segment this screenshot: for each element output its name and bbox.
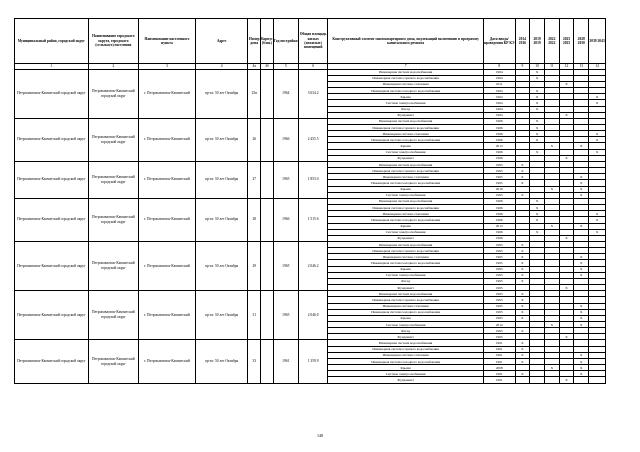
period-mark-cell: X: [559, 334, 574, 340]
element-name-cell: Инженерная система холодного водоснабжения: [328, 217, 484, 223]
district-cell: Петропавловск-Камчатский городской округ: [15, 340, 89, 383]
column-number: 14: [589, 64, 606, 70]
period-mark-cell: X: [574, 371, 589, 377]
period-mark-cell: [530, 377, 545, 383]
repair-date-cell: 1961: [483, 346, 515, 352]
period-mark-cell: X: [559, 235, 574, 241]
header-cell: 2014 2016: [515, 19, 530, 64]
period-mark-cell: X: [589, 131, 606, 137]
column-number: 4: [195, 64, 248, 70]
period-mark-cell: X: [530, 106, 545, 112]
repair-date-cell: 1965: [483, 192, 515, 198]
element-name-cell: Система электроснабжения: [328, 371, 484, 377]
period-mark-cell: X: [530, 125, 545, 131]
element-name-cell: Крыша: [328, 266, 484, 272]
column-number: 8: [483, 64, 515, 70]
period-mark-cell: X: [559, 377, 574, 383]
house-number-cell: 28: [248, 198, 261, 241]
repair-date-cell: 1964: [483, 75, 515, 81]
repair-date-cell: 1966: [483, 131, 515, 137]
period-mark-cell: X: [589, 100, 606, 106]
repair-date-cell: 1965: [483, 248, 515, 254]
area-cell: 3 634.2: [298, 69, 327, 118]
element-name-cell: Система электроснабжения: [328, 229, 484, 235]
block-cell: [261, 69, 274, 118]
repair-date-cell: 1961: [483, 358, 515, 364]
element-name-cell: Инженерная система горячего водоснабжения: [328, 346, 484, 352]
column-number: 1: [15, 64, 89, 70]
element-name-cell: Инженерная система отопления: [328, 81, 484, 87]
period-mark-cell: X: [544, 223, 559, 229]
repair-date-cell: 1965: [483, 303, 515, 309]
element-name-cell: Крыша: [328, 315, 484, 321]
period-mark-cell: [515, 377, 530, 383]
year-cell: 1964: [273, 69, 298, 118]
period-mark-cell: [574, 377, 589, 383]
locality-cell: г. Петропавловск-Камчатский: [139, 69, 196, 118]
period-mark-cell: X: [574, 266, 589, 272]
repair-date-cell: 1966: [483, 137, 515, 143]
element-name-cell: Инженерная система водоснабжения: [328, 241, 484, 247]
period-mark-cell: X: [530, 198, 545, 204]
period-mark-cell: X: [515, 278, 530, 284]
period-mark-cell: X: [515, 352, 530, 358]
house-number-cell: 25в: [248, 69, 261, 118]
period-mark-cell: X: [530, 137, 545, 143]
repair-date-cell: 1966: [483, 125, 515, 131]
repair-date-cell: 1964: [483, 88, 515, 94]
district-cell: Петропавловск-Камчатский городской округ: [15, 198, 89, 241]
block-cell: [261, 291, 274, 340]
period-mark-cell: X: [574, 260, 589, 266]
header-cell: Адрес: [195, 19, 248, 64]
address-cell: пр-кт. 50 лет Октября: [195, 161, 248, 198]
repair-date-cell: 1965: [483, 260, 515, 266]
capital-repair-table: [14, 18, 606, 384]
area-cell: 1 359.9: [298, 340, 327, 383]
repair-date-cell: 1965: [483, 278, 515, 284]
repair-date-cell: 1966: [483, 149, 515, 155]
repair-date-cell: 1965: [483, 180, 515, 186]
period-mark-cell: X: [530, 205, 545, 211]
repair-date-cell: 1965: [483, 315, 515, 321]
repair-date-cell: 2014: [483, 322, 515, 328]
period-mark-cell: X: [574, 303, 589, 309]
address-cell: пр-кт. 50 лет Октября: [195, 69, 248, 118]
address-cell: пр-кт. 50 лет Октября: [195, 118, 248, 161]
column-number: 7: [328, 64, 484, 70]
repair-date-cell: 1965: [483, 309, 515, 315]
settlement-cell: Петропавловск-Камчатский городской округ: [88, 198, 138, 241]
header-cell: Наименование городского округа, городского (сельского) поселения: [88, 19, 138, 64]
column-number: 12: [559, 64, 574, 70]
period-mark-cell: X: [574, 309, 589, 315]
period-mark-cell: X: [574, 192, 589, 198]
year-cell: 1966: [273, 118, 298, 161]
column-number: 11: [544, 64, 559, 70]
header-cell: 2025 2025: [559, 19, 574, 64]
period-mark-cell: X: [515, 248, 530, 254]
house-number-cell: 31: [248, 291, 261, 340]
district-cell: Петропавловск-Камчатский городской округ: [15, 118, 89, 161]
period-mark-cell: X: [574, 223, 589, 229]
period-mark-cell: X: [515, 180, 530, 186]
period-mark-cell: X: [515, 297, 530, 303]
element-name-cell: Инженерная система отопления: [328, 303, 484, 309]
period-mark-cell: X: [515, 358, 530, 364]
period-mark-cell: X: [589, 229, 606, 235]
repair-date-cell: 1965: [483, 285, 515, 291]
period-mark-cell: X: [515, 266, 530, 272]
period-mark-cell: X: [574, 322, 589, 328]
period-mark-cell: X: [544, 143, 559, 149]
year-cell: 1965: [273, 291, 298, 340]
period-mark-cell: X: [589, 149, 606, 155]
period-mark-cell: X: [574, 365, 589, 371]
locality-cell: г. Петропавловск-Камчатский: [139, 291, 196, 340]
period-mark-cell: X: [589, 137, 606, 143]
repair-date-cell: 1965: [483, 174, 515, 180]
period-mark-cell: X: [515, 254, 530, 260]
repair-date-cell: 2010: [483, 186, 515, 192]
period-mark-cell: [589, 377, 606, 383]
column-number: 2: [88, 64, 138, 70]
element-name-cell: Фундамент: [328, 334, 484, 340]
block-cell: [261, 241, 274, 290]
period-mark-cell: X: [574, 254, 589, 260]
repair-date-cell: 1965: [483, 334, 515, 340]
element-name-cell: Инженерная система горячего водоснабжения: [328, 168, 484, 174]
block-cell: [261, 118, 274, 161]
element-name-cell: Система электроснабжения: [328, 149, 484, 155]
repair-date-cell: 1965: [483, 272, 515, 278]
house-number-cell: 26: [248, 118, 261, 161]
period-mark-cell: X: [559, 285, 574, 291]
period-mark-cell: X: [544, 365, 559, 371]
element-name-cell: Инженерная система холодного водоснабжения: [328, 309, 484, 315]
repair-date-cell: 2013: [483, 143, 515, 149]
repair-date-cell: 1966: [483, 118, 515, 124]
period-mark-cell: X: [544, 186, 559, 192]
element-name-cell: Система электроснабжения: [328, 322, 484, 328]
element-name-cell: Инженерная система холодного водоснабжения: [328, 88, 484, 94]
element-name-cell: Инженерная система холодного водоснабжения: [328, 260, 484, 266]
year-cell: 1961: [273, 340, 298, 383]
header-cell: Корпус (блок): [261, 19, 274, 64]
repair-date-cell: 1961: [483, 371, 515, 377]
element-name-cell: Фундамент: [328, 112, 484, 118]
locality-cell: г. Петропавловск-Камчатский: [139, 241, 196, 290]
period-mark-cell: X: [574, 186, 589, 192]
repair-date-cell: 1961: [483, 352, 515, 358]
column-number: 10: [530, 64, 545, 70]
period-mark-cell: X: [515, 241, 530, 247]
block-cell: [261, 340, 274, 383]
period-mark-cell: X: [515, 371, 530, 377]
period-mark-cell: X: [530, 217, 545, 223]
period-mark-cell: X: [574, 315, 589, 321]
period-mark-cell: X: [574, 358, 589, 364]
header-cell: Номер дома: [248, 19, 261, 64]
repair-date-cell: 2008: [483, 365, 515, 371]
element-name-cell: Крыша: [328, 223, 484, 229]
period-mark-cell: X: [574, 143, 589, 149]
repair-date-cell: 1961: [483, 340, 515, 346]
header-cell: Муниципальный район, городской округ: [15, 19, 89, 64]
element-name-cell: Инженерная система отопления: [328, 254, 484, 260]
header-cell: 2028 2030: [574, 19, 589, 64]
address-cell: пр-кт. 50 лет Октября: [195, 340, 248, 383]
period-mark-cell: X: [530, 88, 545, 94]
period-mark-cell: X: [559, 155, 574, 161]
column-number: 9: [515, 64, 530, 70]
settlement-cell: Петропавловск-Камчатский городской округ: [88, 241, 138, 290]
element-name-cell: Фасад: [328, 106, 484, 112]
period-mark-cell: X: [544, 322, 559, 328]
repair-date-cell: 1964: [483, 106, 515, 112]
repair-date-cell: 1964: [483, 100, 515, 106]
header-row: [15, 19, 606, 64]
block-cell: [261, 198, 274, 241]
repair-date-cell: 2011: [483, 81, 515, 87]
header-cell: Наименование населенного пункта: [139, 19, 196, 64]
repair-date-cell: 1966: [483, 235, 515, 241]
header-cell: Конструктивный элемент многоквартирного дома, подлежащий включению в программу капитального ремонта: [328, 19, 484, 64]
element-name-cell: Фасад: [328, 328, 484, 334]
header-cell: Дата ввода/ проведения КР КЭ: [483, 19, 515, 64]
settlement-cell: Петропавловск-Камчатский городской округ: [88, 291, 138, 340]
period-mark-cell: [544, 377, 559, 383]
period-mark-cell: X: [530, 131, 545, 137]
settlement-cell: Петропавловск-Камчатский городской округ: [88, 118, 138, 161]
element-name-cell: Фундамент: [328, 235, 484, 241]
period-mark-cell: X: [530, 94, 545, 100]
period-mark-cell: X: [515, 174, 530, 180]
column-number: 4б: [261, 64, 274, 70]
element-name-cell: Инженерная система водоснабжения: [328, 69, 484, 75]
table-body: [15, 69, 606, 383]
repair-date-cell: 2013: [483, 223, 515, 229]
repair-date-cell: 1965: [483, 328, 515, 334]
column-number: 6: [298, 64, 327, 70]
period-mark-cell: X: [530, 69, 545, 75]
period-mark-cell: X: [515, 303, 530, 309]
period-mark-cell: X: [515, 272, 530, 278]
period-mark-cell: X: [515, 328, 530, 334]
repair-date-cell: 1965: [483, 266, 515, 272]
area-cell: 1 515.6: [298, 198, 327, 241]
year-cell: 1965: [273, 161, 298, 198]
column-number: 13: [574, 64, 589, 70]
period-mark-cell: X: [530, 100, 545, 106]
element-name-cell: Инженерная система отопления: [328, 211, 484, 217]
period-mark-cell: X: [589, 211, 606, 217]
block-cell: [261, 161, 274, 198]
repair-date-cell: 1964: [483, 94, 515, 100]
period-mark-cell: X: [530, 118, 545, 124]
year-cell: 1966: [273, 198, 298, 241]
period-mark-cell: X: [574, 272, 589, 278]
period-mark-cell: X: [515, 291, 530, 297]
settlement-cell: Петропавловск-Камчатский городской округ: [88, 340, 138, 383]
address-cell: пр-кт. 50 лет Октября: [195, 291, 248, 340]
element-name-cell: Инженерная система водоснабжения: [328, 198, 484, 204]
element-name-cell: Инженерная система холодного водоснабжения: [328, 358, 484, 364]
district-cell: Петропавловск-Камчатский городской округ: [15, 241, 89, 290]
period-mark-cell: X: [530, 149, 545, 155]
element-name-cell: Инженерная система отопления: [328, 174, 484, 180]
area-cell: 2 046.2: [298, 241, 327, 290]
header-cell: 2019 2019: [530, 19, 545, 64]
element-name-cell: Инженерная система отопления: [328, 352, 484, 358]
column-number: 5: [273, 64, 298, 70]
element-name-cell: Инженерная система горячего водоснабжения: [328, 75, 484, 81]
header-cell: Год постройки: [273, 19, 298, 64]
period-mark-cell: X: [515, 161, 530, 167]
element-name-cell: Крыша: [328, 365, 484, 371]
address-cell: пр-кт. 50 лет Октября: [195, 198, 248, 241]
period-mark-cell: X: [515, 168, 530, 174]
area-cell: 2 046.0: [298, 291, 327, 340]
repair-date-cell: 1965: [483, 168, 515, 174]
period-mark-cell: X: [574, 180, 589, 186]
year-cell: 1965: [273, 241, 298, 290]
period-mark-cell: X: [515, 340, 530, 346]
area-cell: 1 853.0: [298, 161, 327, 198]
repair-date-cell: 1966: [483, 155, 515, 161]
settlement-cell: Петропавловск-Камчатский городской округ: [88, 69, 138, 118]
element-name-cell: Инженерная система водоснабжения: [328, 340, 484, 346]
column-number: 3: [139, 64, 196, 70]
repair-date-cell: 1965: [483, 254, 515, 260]
repair-date-cell: 1966: [483, 211, 515, 217]
element-name-cell: Крыша: [328, 143, 484, 149]
repair-date-cell: 1965: [483, 291, 515, 297]
element-name-cell: Крыша: [328, 186, 484, 192]
period-mark-cell: X: [574, 174, 589, 180]
page-number: 148: [317, 433, 323, 438]
repair-date-cell: 1966: [483, 229, 515, 235]
house-number-cell: 33: [248, 340, 261, 383]
period-mark-cell: X: [559, 112, 574, 118]
element-name-cell: Фундамент: [328, 155, 484, 161]
repair-date-cell: 1966: [483, 198, 515, 204]
period-mark-cell: X: [574, 352, 589, 358]
header-cell: Общая площадь жилых (нежилых) помещений: [298, 19, 327, 64]
period-mark-cell: X: [559, 81, 574, 87]
element-name-cell: Инженерная система горячего водоснабжения: [328, 205, 484, 211]
period-mark-cell: X: [589, 94, 606, 100]
element-name-cell: Инженерная система отопления: [328, 131, 484, 137]
element-name-cell: Крыша: [328, 94, 484, 100]
period-mark-cell: X: [515, 260, 530, 266]
period-mark-cell: X: [515, 309, 530, 315]
element-name-cell: Инженерная система водоснабжения: [328, 118, 484, 124]
column-number: 4а: [248, 64, 261, 70]
element-name-cell: Инженерная система холодного водоснабжения: [328, 180, 484, 186]
element-name-cell: Инженерная система горячего водоснабжения: [328, 125, 484, 131]
period-mark-cell: X: [515, 192, 530, 198]
repair-date-cell: 1964: [483, 112, 515, 118]
repair-date-cell: 1965: [483, 161, 515, 167]
element-name-cell: Фундамент: [328, 377, 484, 383]
period-mark-cell: X: [530, 211, 545, 217]
element-name-cell: Система электроснабжения: [328, 192, 484, 198]
period-mark-cell: X: [515, 346, 530, 352]
house-number-cell: 27: [248, 161, 261, 198]
element-name-cell: Фасад: [328, 278, 484, 284]
address-cell: пр-кт. 50 лет Октября: [195, 241, 248, 290]
period-mark-cell: X: [515, 315, 530, 321]
repair-date-cell: 1965: [483, 241, 515, 247]
locality-cell: г. Петропавловск-Камчатский: [139, 161, 196, 198]
locality-cell: г. Петропавловск-Камчатский: [139, 118, 196, 161]
repair-date-cell: 1965: [483, 297, 515, 303]
settlement-cell: Петропавловск-Камчатский городской округ: [88, 161, 138, 198]
element-name-cell: Фундамент: [328, 285, 484, 291]
area-cell: 2 455.5: [298, 118, 327, 161]
period-mark-cell: X: [530, 75, 545, 81]
district-cell: Петропавловск-Камчатский городской округ: [15, 291, 89, 340]
repair-date-cell: 1966: [483, 217, 515, 223]
element-name-cell: Инженерная система водоснабжения: [328, 161, 484, 167]
repair-date-cell: 1961: [483, 377, 515, 383]
element-name-cell: Инженерная система горячего водоснабжения: [328, 248, 484, 254]
element-name-cell: Система электроснабжения: [328, 272, 484, 278]
house-number-cell: 29: [248, 241, 261, 290]
element-name-cell: Инженерная система холодного водоснабжения: [328, 137, 484, 143]
element-name-cell: Система электроснабжения: [328, 100, 484, 106]
element-name-cell: Инженерная система водоснабжения: [328, 291, 484, 297]
repair-date-cell: 1964: [483, 69, 515, 75]
locality-cell: г. Петропавловск-Камчатский: [139, 340, 196, 383]
element-name-cell: Инженерная система горячего водоснабжения: [328, 297, 484, 303]
header-cell: 2039 2043: [589, 19, 606, 64]
period-mark-cell: X: [530, 229, 545, 235]
district-cell: Петропавловск-Камчатский городской округ: [15, 69, 89, 118]
locality-cell: г. Петропавловск-Камчатский: [139, 198, 196, 241]
header-cell: 2022 2022: [544, 19, 559, 64]
district-cell: Петропавловск-Камчатский городской округ: [15, 161, 89, 198]
period-mark-cell: X: [589, 217, 606, 223]
repair-date-cell: 1966: [483, 205, 515, 211]
